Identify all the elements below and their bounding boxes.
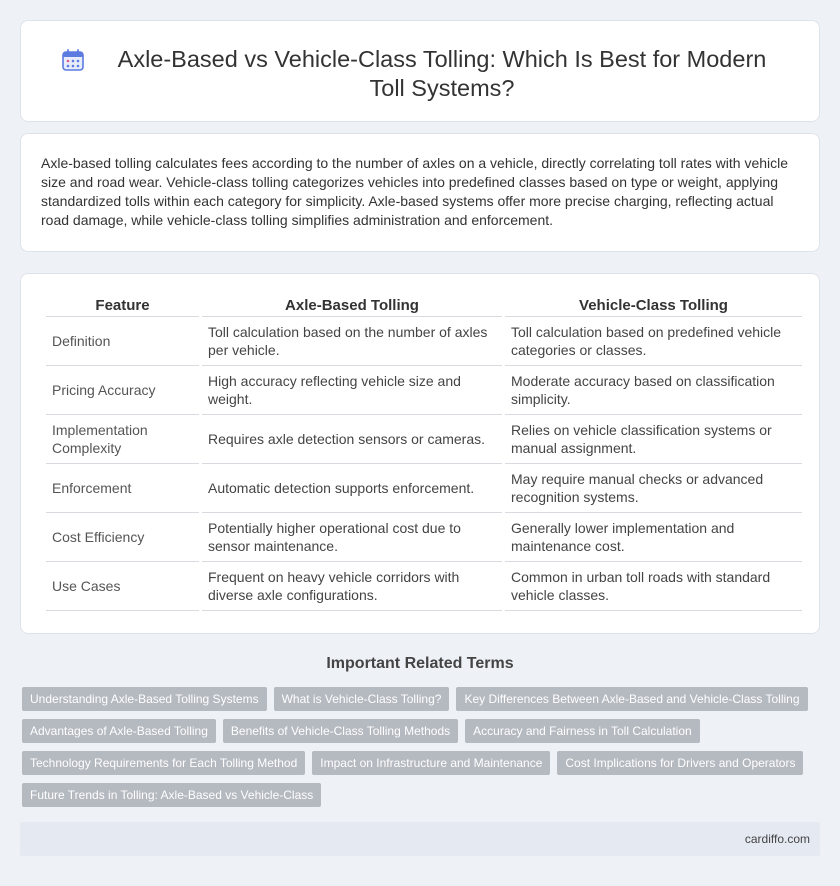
title-card [20,20,820,122]
header-vehicle-class: Vehicle-Class Tolling [505,294,802,317]
related-term-tag[interactable]: What is Vehicle-Class Tolling? [274,687,450,711]
table-row [46,513,802,562]
table-row [46,366,802,415]
comparison-table-card [20,273,820,634]
vehicle-class-cell: Common in urban toll roads with standard vehicle classes. [505,562,802,611]
axle-based-cell: Automatic detection supports enforcement. [202,464,502,513]
footer [20,822,820,856]
axle-based-cell: Requires axle detection sensors or cameras. [202,415,502,464]
vehicle-class-cell: Relies on vehicle classification systems or manual assignment. [505,415,802,464]
related-term-tag[interactable]: Technology Requirements for Each Tolling Method [22,751,305,775]
related-term-tag[interactable]: Impact on Infrastructure and Maintenance [312,751,550,775]
page-title: Axle-Based vs Vehicle-Class Tolling: Which Is Best for Modern Toll Systems? [117,46,767,101]
table-row [46,317,802,366]
table-header-row [46,294,802,317]
calendar-icon [61,48,85,72]
header-feature: Feature [46,294,199,317]
related-term-tag[interactable]: Understanding Axle-Based Tolling Systems [22,687,267,711]
comparison-table [43,294,805,611]
header-axle-based: Axle-Based Tolling [202,294,502,317]
related-terms-title: Important Related Terms [326,655,514,672]
vehicle-class-cell: Toll calculation based on predefined vehicle categories or classes. [505,317,802,366]
related-term-tag[interactable]: Key Differences Between Axle-Based and Vehicle-Class Tolling [456,687,807,711]
vehicle-class-cell: Moderate accuracy based on classification simplicity. [505,366,802,415]
related-term-tag[interactable]: Future Trends in Tolling: Axle-Based vs Vehicle-Class [22,783,321,807]
related-terms-list [22,687,822,815]
related-term-tag[interactable]: Accuracy and Fairness in Toll Calculation [465,719,700,743]
feature-cell: Use Cases [46,562,199,611]
axle-based-cell: High accuracy reflecting vehicle size and weight. [202,366,502,415]
axle-based-cell: Toll calculation based on the number of axles per vehicle. [202,317,502,366]
footer-site-link[interactable]: cardiffo.com [744,832,810,846]
axle-based-cell: Frequent on heavy vehicle corridors with diverse axle configurations. [202,562,502,611]
intro-paragraph: Axle-based tolling calculates fees according to the number of axles on a vehicle, directly correlating toll rates with vehicle size and road wear. Vehicle-class tolling categorizes vehicles into predefined classes based on type or weight, applying standardized tolls within each category for simplicity. Axle-based systems offer more precise charging, reflecting actual road damage, while vehicle-class tolling simplifies administration and enforcement. [41,155,789,228]
table-row [46,415,802,464]
feature-cell: Enforcement [46,464,199,513]
related-term-tag[interactable]: Advantages of Axle-Based Tolling [22,719,216,743]
vehicle-class-cell: May require manual checks or advanced recognition systems. [505,464,802,513]
axle-based-cell: Potentially higher operational cost due to sensor maintenance. [202,513,502,562]
feature-cell: Pricing Accuracy [46,366,199,415]
feature-cell: Definition [46,317,199,366]
related-term-tag[interactable]: Cost Implications for Drivers and Operators [557,751,803,775]
related-term-tag[interactable]: Benefits of Vehicle-Class Tolling Methods [223,719,458,743]
table-row [46,562,802,611]
table-row [46,464,802,513]
intro-card [20,133,820,252]
feature-cell: Implementation Complexity [46,415,199,464]
feature-cell: Cost Efficiency [46,513,199,562]
vehicle-class-cell: Generally lower implementation and maintenance cost. [505,513,802,562]
